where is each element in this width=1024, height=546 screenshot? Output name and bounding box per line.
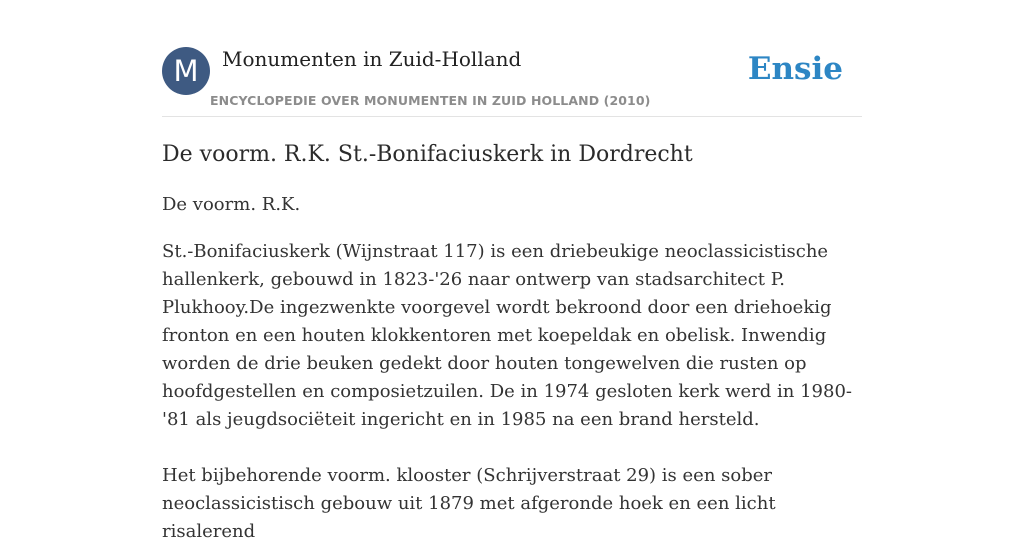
article [162, 140, 862, 546]
article-lead: De voorm. R.K. [162, 194, 301, 215]
site-avatar[interactable]: M [162, 47, 210, 95]
site-title-link[interactable]: Monumenten in Zuid-Holland [222, 47, 522, 71]
site-header [162, 47, 862, 117]
article-title: De voorm. R.K. St.-Bonifaciuskerk in Dordrecht [162, 142, 693, 167]
article-paragraph: St.-Bonifaciuskerk (Wijnstraat 117) is een driebeukige neoclassicistische hallenkerk, gebouwd in 1823-'26 naar ontwerp van stadsarchitect P. Plukhooy.De ingezwenkte voorgevel wordt bekroond door een driehoekig fronton en een houten klokkentoren met koepeldak en obelisk. Inwendig worden de drie beuken gedekt door houten tongewelven die rusten op hoofdgestellen en composietzuilen. De in 1974 gesloten kerk werd in 1980-'81 als jeugdsociëteit ingericht en in 1985 na een brand hersteld. [162, 241, 852, 430]
ensie-logo-link[interactable]: Ensie [747, 51, 843, 87]
site-subtitle: ENCYCLOPEDIE OVER MONUMENTEN IN ZUID HOLLAND (2010) [210, 93, 651, 108]
article-paragraph: Het bijbehorende voorm. klooster (Schrijverstraat 29) is een sober neoclassicistisch gebouw uit 1879 met afgeronde hoek en een licht risalerend [162, 465, 776, 542]
